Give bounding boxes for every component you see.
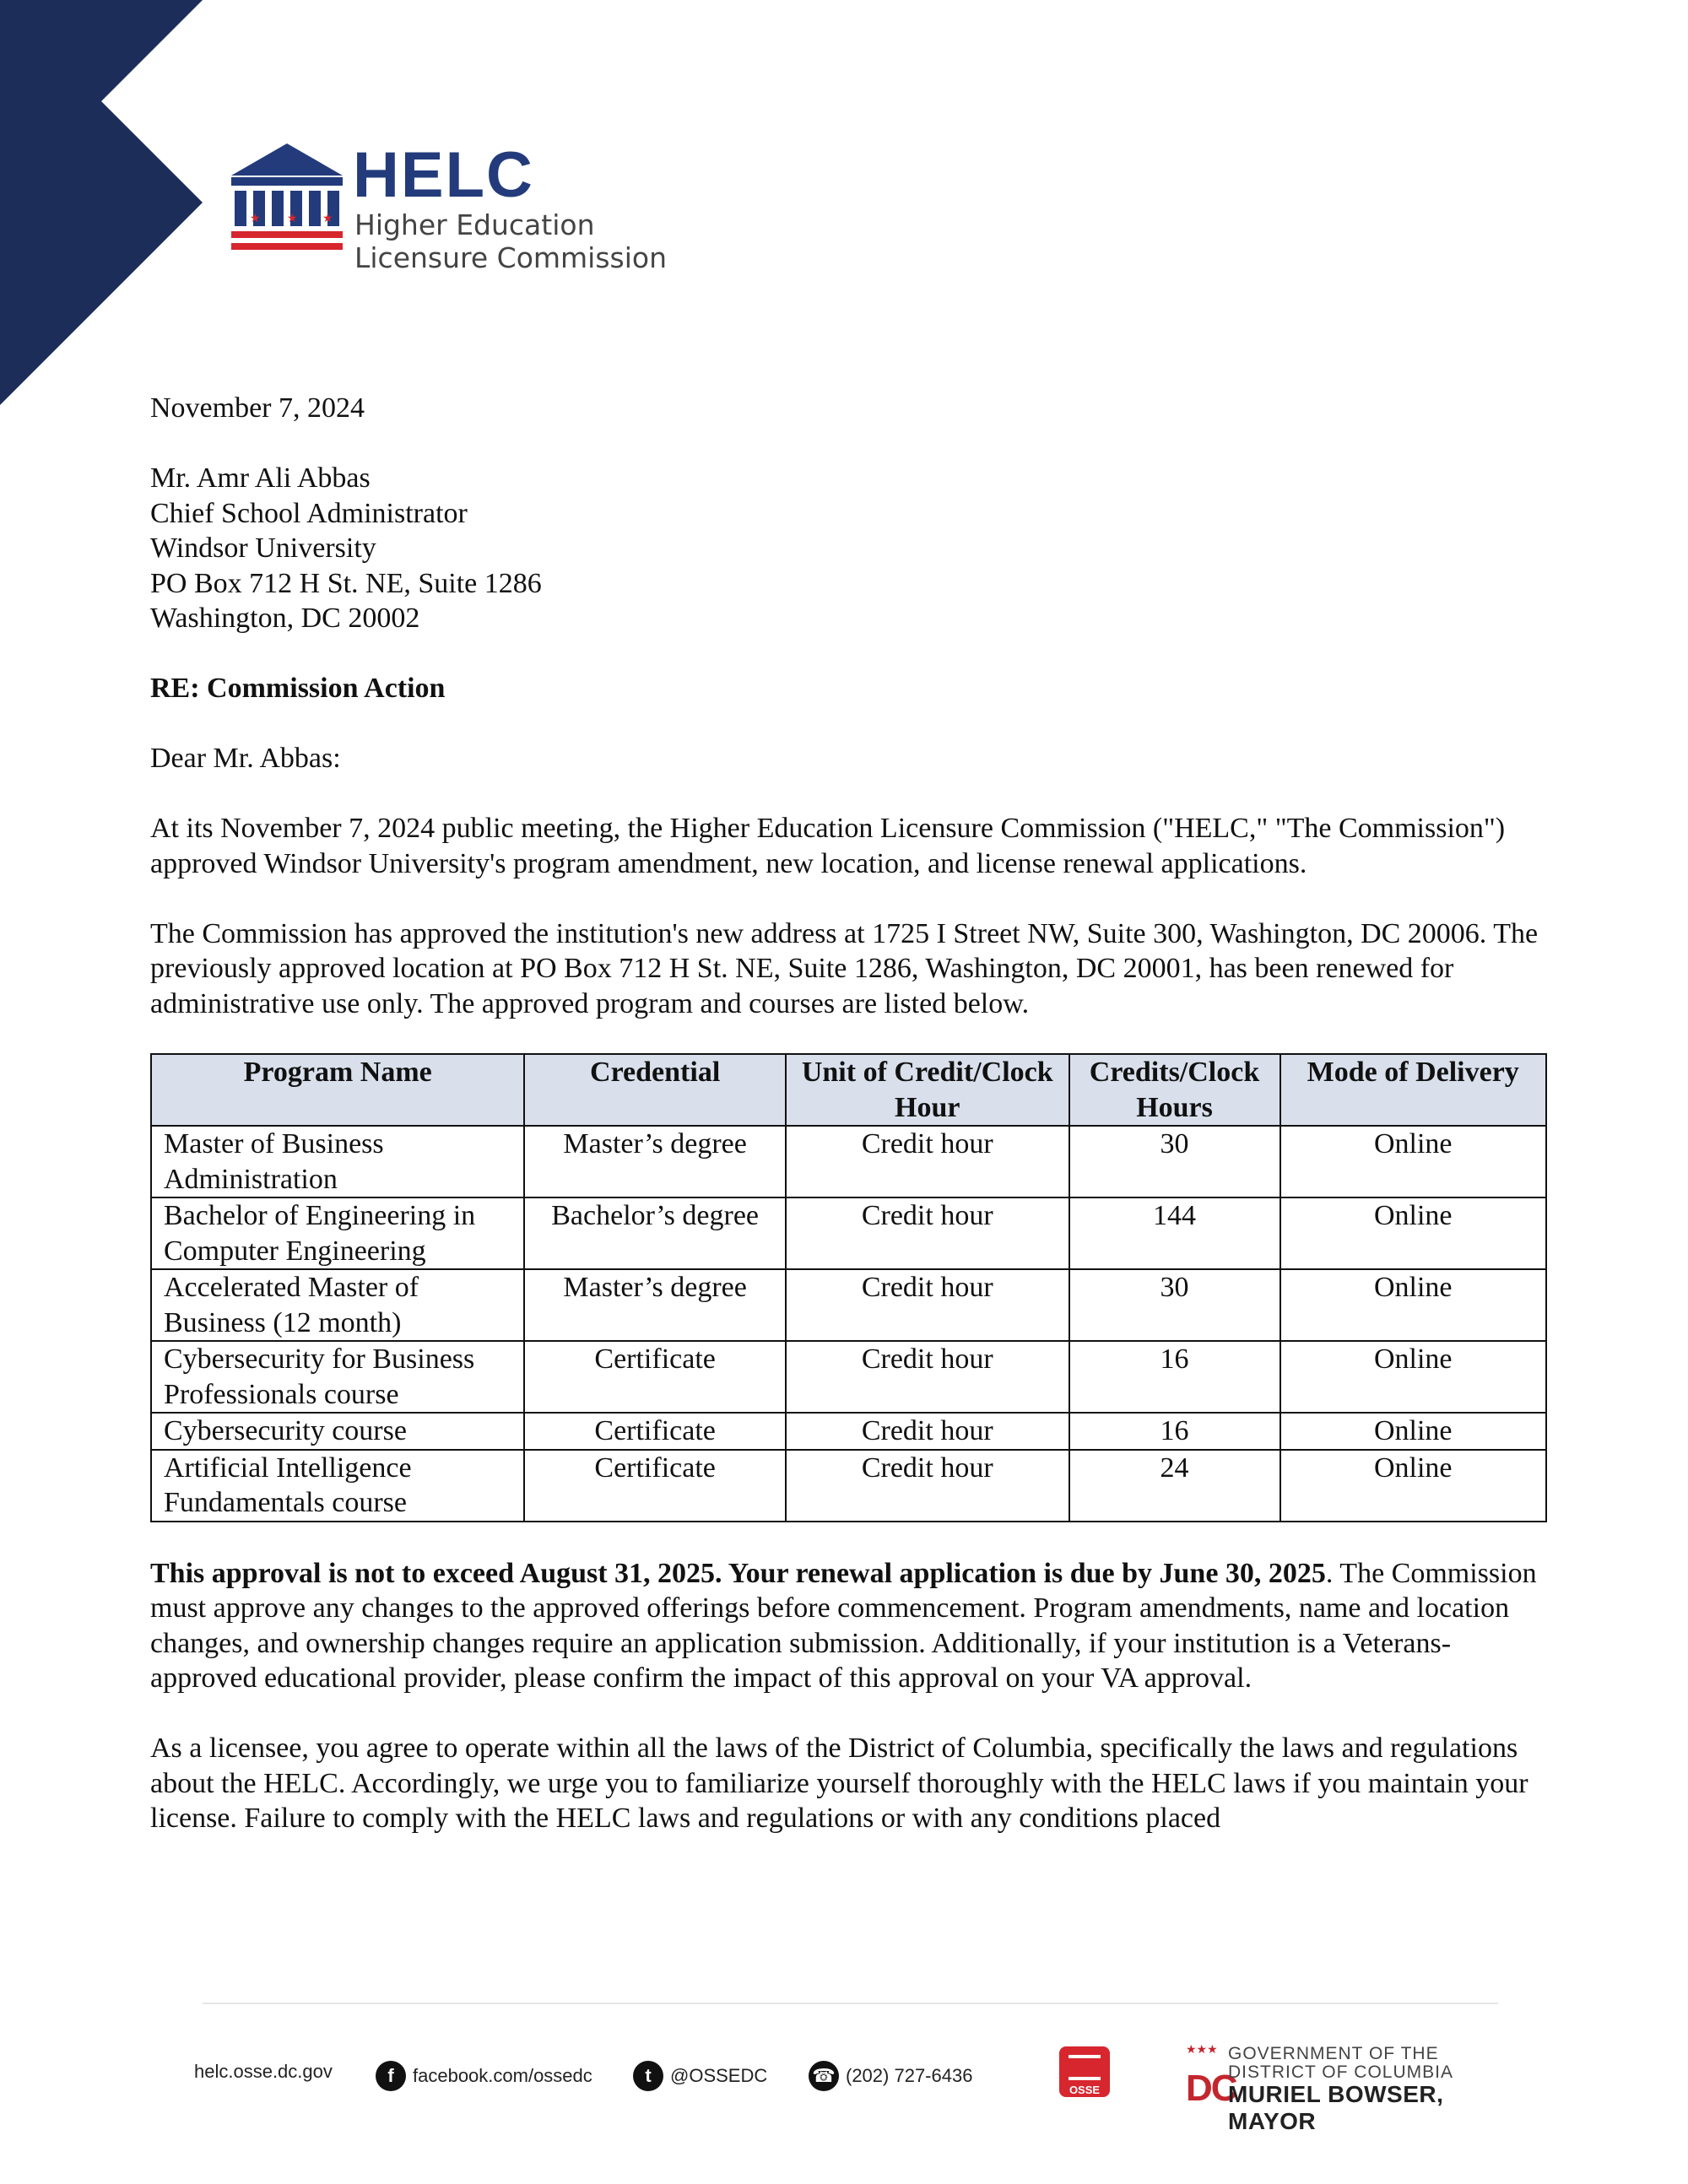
- footer-twitter[interactable]: [633, 2061, 767, 2091]
- cell-credential: Certificate: [524, 1450, 786, 1522]
- header-credential: Credential: [524, 1054, 786, 1126]
- cell-credential: Master’s degree: [524, 1269, 786, 1341]
- cell-credential: Master’s degree: [524, 1126, 786, 1197]
- letter-date: November 7, 2024: [150, 392, 365, 424]
- facebook-link[interactable]: facebook.com/ossedc: [413, 2065, 592, 2086]
- footer: [194, 2042, 1511, 2134]
- footer-divider: [203, 2003, 1498, 2004]
- footer-facebook[interactable]: [376, 2061, 592, 2091]
- cell-program: Master of Business Administration: [151, 1126, 524, 1197]
- osse-label: OSSE: [1069, 2084, 1101, 2096]
- paragraph-location: The Commission has approved the institution's new address at 1725 I Street NW, Suite 300, Washington, DC 20006. The previously approved location at PO Box 712 H St. NE, Suite 1286, Washington, DC 20001, has been renewed for administrative use only. The approved program and courses are listed below.: [150, 917, 1539, 1019]
- cell-unit: Credit hour: [786, 1341, 1069, 1413]
- recipient-title: Chief School Administrator: [150, 497, 468, 529]
- recipient-institution: Windsor University: [150, 532, 376, 564]
- footer-phone[interactable]: [809, 2061, 972, 2091]
- cell-unit: Credit hour: [786, 1126, 1069, 1197]
- phone-number[interactable]: (202) 727-6436: [846, 2065, 973, 2086]
- cell-delivery: Online: [1280, 1341, 1547, 1413]
- corner-fill-decoration: [0, 0, 203, 203]
- salutation: Dear Mr. Abbas:: [150, 743, 341, 774]
- osse-logo: [1059, 2046, 1110, 2097]
- table-row: [151, 1341, 1546, 1413]
- recipient-address-2: Washington, DC 20002: [150, 603, 420, 634]
- gov-line-2: DISTRICT OF COLUMBIA: [1228, 2062, 1453, 2082]
- cell-unit: Credit hour: [786, 1197, 1069, 1269]
- cell-unit: Credit hour: [786, 1269, 1069, 1341]
- table-row: [151, 1269, 1546, 1341]
- table-row: [151, 1413, 1546, 1450]
- logo-name-line-1: Higher Education: [354, 208, 595, 241]
- phone-icon: ☎: [809, 2061, 839, 2091]
- cell-credits: 16: [1069, 1341, 1280, 1413]
- footer-website[interactable]: [194, 2061, 333, 2083]
- cell-credits: 16: [1069, 1413, 1280, 1450]
- cell-program: Artificial Intelligence Fundamentals course: [151, 1450, 524, 1522]
- deadline-rest-text: . The Commission must approve any changes to the approved offerings before commencement. Program amendments, name and location changes, and ownership changes require an application submission. Additionally, if your institution is a Veterans-approved educational provider, please confirm the impact of this approval on your VA approval.: [150, 1557, 1537, 1694]
- header-credits: Credits/Clock Hours: [1069, 1054, 1280, 1126]
- letter-body: [150, 391, 1551, 1836]
- header-program-name: Program Name: [151, 1054, 524, 1126]
- gov-line-1: GOVERNMENT OF THE: [1228, 2044, 1439, 2063]
- facebook-icon: f: [376, 2061, 406, 2091]
- svg-text:★: ★: [250, 212, 261, 225]
- recipient-address-1: PO Box 712 H St. NE, Suite 1286: [150, 567, 542, 599]
- gov-line-3: MURIEL BOWSER, MAYOR: [1228, 2081, 1444, 2134]
- cell-delivery: Online: [1280, 1126, 1547, 1197]
- logo-acronym: HELC: [353, 139, 534, 211]
- building-icon: [228, 142, 346, 277]
- logo-name-line-2: Licensure Commission: [354, 241, 668, 274]
- program-table: [150, 1053, 1547, 1522]
- cell-program: Cybersecurity course: [151, 1413, 524, 1450]
- cell-delivery: Online: [1280, 1413, 1547, 1450]
- subject-line: RE: Commission Action: [150, 673, 446, 704]
- deadline-bold-text: This approval is not to exceed August 31, 2025. Your renewal application is due by June 30, 2025: [150, 1557, 1326, 1589]
- cell-credential: Certificate: [524, 1413, 786, 1450]
- cell-delivery: Online: [1280, 1450, 1547, 1522]
- website-link[interactable]: helc.osse.dc.gov: [194, 2061, 333, 2082]
- svg-text:★: ★: [322, 212, 333, 225]
- header-delivery: Mode of Delivery: [1280, 1054, 1547, 1126]
- svg-text:★: ★: [287, 212, 298, 225]
- twitter-handle[interactable]: @OSSEDC: [670, 2065, 768, 2086]
- cell-unit: Credit hour: [786, 1413, 1069, 1450]
- cell-delivery: Online: [1280, 1197, 1547, 1269]
- cell-credits: 30: [1069, 1126, 1280, 1197]
- cell-credential: Bachelor’s degree: [524, 1197, 786, 1269]
- paragraph-approval: At its November 7, 2024 public meeting, the Higher Education Licensure Commission ("HELC," "The Commission") approved Windsor University's program amendment, new location, and license renewal applications.: [150, 813, 1506, 879]
- cell-program: Cybersecurity for Business Professionals course: [151, 1341, 524, 1413]
- table-row: [151, 1450, 1546, 1522]
- table-header-row: [151, 1054, 1546, 1126]
- cell-credential: Certificate: [524, 1341, 786, 1413]
- cell-credits: 24: [1069, 1450, 1280, 1522]
- paragraph-compliance: As a licensee, you agree to operate within all the laws of the District of Columbia, specifically the laws and regulations about the HELC. Accordingly, we urge you to familiarize yourself thoroughly with the HELC laws if you maintain your license. Failure to comply with the HELC laws and regulations or with any conditions placed: [150, 1733, 1528, 1834]
- cell-unit: Credit hour: [786, 1450, 1069, 1522]
- paragraph-deadline: [150, 1556, 1551, 1696]
- dc-mark: DC: [1186, 2068, 1236, 2109]
- dc-flag-stars-icon: ★★★: [1186, 2042, 1218, 2056]
- twitter-icon: t: [633, 2061, 663, 2091]
- table-row: [151, 1126, 1546, 1197]
- helc-logo: [228, 139, 684, 277]
- header-unit: Unit of Credit/Clock Hour: [786, 1054, 1069, 1126]
- recipient-name: Mr. Amr Ali Abbas: [150, 462, 371, 494]
- cell-credits: 144: [1069, 1197, 1280, 1269]
- cell-delivery: Online: [1280, 1269, 1547, 1341]
- dc-government-logo: [1186, 2042, 1515, 2134]
- cell-program: Bachelor of Engineering in Computer Engineering: [151, 1197, 524, 1269]
- table-row: [151, 1197, 1546, 1269]
- cell-program: Accelerated Master of Business (12 month): [151, 1269, 524, 1341]
- cell-credits: 30: [1069, 1269, 1280, 1341]
